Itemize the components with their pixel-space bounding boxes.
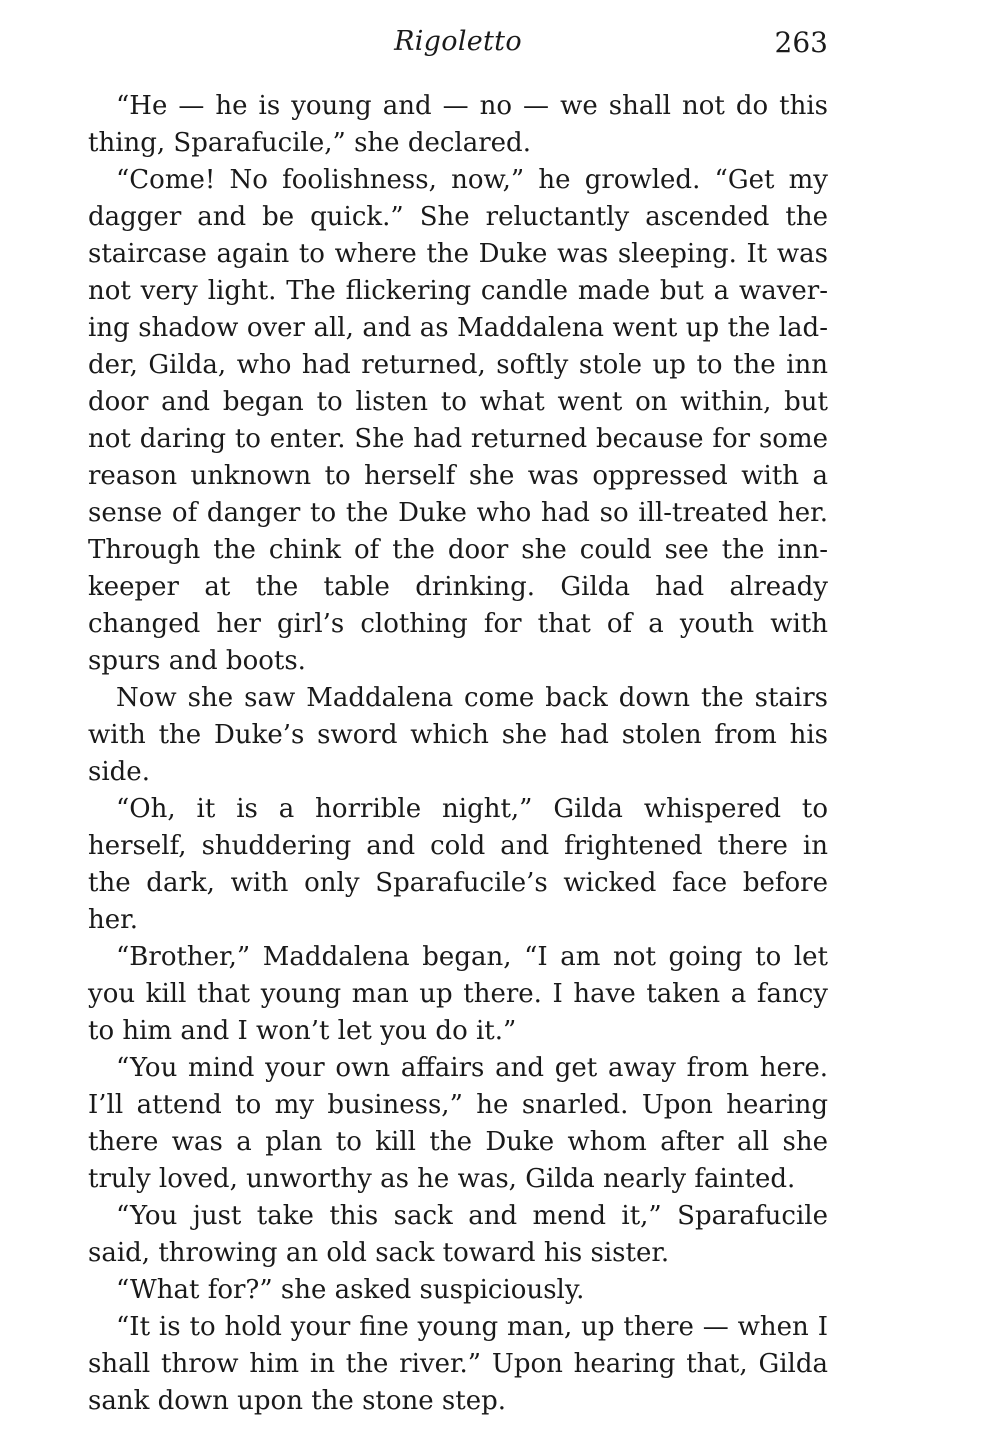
paragraph: “It is to hold your fine young man, up there — when I shall throw him in the river.” Upon hearing that, Gilda sank down upon the stone step.: [88, 1312, 828, 1416]
running-header: [88, 26, 828, 66]
paragraph: “He — he is young and — no — we shall not do this thing, Sparafucile,” she declared.: [88, 91, 828, 158]
paragraph: “What for?” she asked suspiciously.: [116, 1275, 585, 1305]
page-number: 263: [774, 26, 828, 59]
paragraph: “Come! No foolishness, now,” he growled. “Get my dagger and be quick.” She reluctantly ascended the staircase again to where the Duke was sleeping. It was not very light. The flickering candle made but a wavering shadow over all, and as Maddalena went up the ladder, Gilda, who had returned, softly stole up to the inn door and began to listen to what went on within, but not daring to enter. She had returned because for some reason unknown to herself she was oppressed with a sense of danger to the Duke who had so ill-treated her. Through the chink of the door she could see the innkeeper at the table drinking. Gilda had already changed her girl’s clothing for that of a youth with spurs and boots.: [88, 165, 828, 676]
paragraph: “You just take this sack and mend it,” Sparafucile said, throwing an old sack toward his sister.: [88, 1201, 828, 1268]
paragraph: Now she saw Maddalena come back down the stairs with the Duke’s sword which she had stolen from his side.: [88, 683, 828, 787]
paragraph: “You mind your own affairs and get away from here. I’ll attend to my business,” he snarled. Upon hearing there was a plan to kill the Duke whom after all she truly loved, unworthy as he was, Gilda nearly fainted.: [88, 1053, 828, 1194]
paragraph: “Oh, it is a horrible night,” Gilda whispered to herself, shuddering and cold and frightened there in the dark, with only Sparafucile’s wicked face before her.: [88, 794, 828, 935]
paragraph: “Brother,” Maddalena began, “I am not going to let you kill that young man up there. I have taken a fancy to him and I won’t let you do it.”: [88, 942, 828, 1046]
body-text: [88, 88, 828, 1420]
running-title: Rigoletto: [394, 26, 522, 57]
